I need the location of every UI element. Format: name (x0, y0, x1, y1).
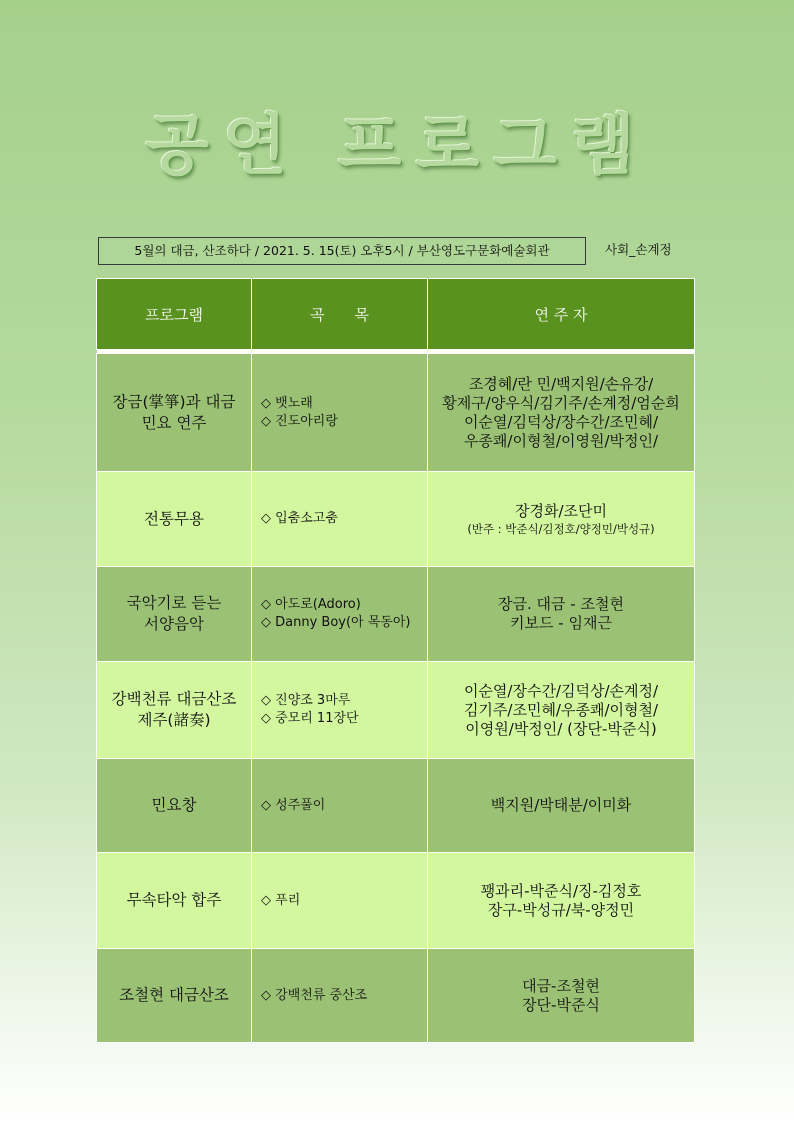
program-cell (97, 949, 252, 1043)
performers-cell-line: 키보드 - 임재근 (510, 614, 612, 632)
host-label: 사회_손계정 (605, 242, 672, 257)
songs-cell-line: ◇ 중모리 11장단 (261, 711, 359, 726)
performers-cell-line: 장구-박성규/북-양정민 (487, 900, 635, 919)
songs-cell-line: ◇ 성주풀이 (261, 797, 326, 813)
songs-cell (252, 354, 428, 472)
performers-cell (428, 662, 695, 759)
table-row (97, 662, 695, 759)
songs-cell-line: ◇ 뱃노래 (261, 395, 313, 411)
songs-cell (252, 853, 428, 949)
songs-cell (252, 759, 428, 853)
performers-cell (428, 567, 695, 662)
table-row (97, 949, 695, 1043)
program-cell-line: 서양음악 (144, 615, 204, 633)
songs-cell-line: ◇ 강백천류 중산조 (261, 987, 368, 1003)
performers-cell (428, 949, 695, 1043)
performers-cell (428, 354, 695, 472)
program-cell (97, 472, 252, 567)
table-row (97, 853, 695, 949)
performers-cell-line: 이순열/김덕상/장수간/조민혜/ (463, 412, 659, 431)
performers-cell-line: 장경화/조단미 (515, 501, 607, 520)
program-cell-line: 국악기로 듣는 (126, 594, 222, 612)
table-row (97, 567, 695, 662)
program-cell (97, 567, 252, 662)
performers-cell-line: 이순열/장수간/김덕상/손계정/ (463, 681, 659, 700)
songs-cell-line: ◇ 아도로(Adoro) (261, 597, 361, 612)
performers-cell-line: 대금-조철현 (522, 976, 600, 995)
performers-cell-line: 백지원/박태분/이미화 (490, 796, 632, 814)
program-cell-line: 장금(掌箏)과 대금 (112, 392, 236, 411)
program-cell-line: 제주(諸奏) (137, 711, 211, 729)
program-cell-line: 무속타악 합주 (126, 891, 222, 909)
performers-cell-line: 장금. 대금 - 조철현 (498, 595, 624, 613)
table-row (97, 472, 695, 567)
songs-cell-line: ◇ 푸리 (261, 892, 301, 908)
program-cell (97, 853, 252, 949)
accompaniment-note: (반주 : 박준식/김정호/양정민/박성규) (467, 521, 655, 536)
performers-cell-line: 김기주/조민혜/우종쾌/이형철/ (463, 700, 659, 719)
table-header-row (97, 279, 695, 350)
songs-cell-line: ◇ 진양조 3마루 (261, 693, 351, 708)
songs-cell-line: ◇ 진도아리랑 (261, 413, 338, 429)
songs-cell (252, 472, 428, 567)
performers-cell-line: 이영원/박정인/ (장단-박준식) (465, 719, 657, 738)
program-cell-line: 강백천류 대금산조 (111, 690, 237, 708)
table-row (97, 354, 695, 472)
songs-cell (252, 949, 428, 1043)
header-songs: 곡 목 (252, 279, 428, 350)
songs-cell (252, 662, 428, 759)
program-cell-line: 전통무용 (144, 509, 204, 528)
program-cell (97, 759, 252, 853)
songs-cell (252, 567, 428, 662)
program-cell-line: 조철현 대금산조 (119, 986, 229, 1004)
header-performers: 연 주 자 (428, 279, 695, 350)
performers-cell-line: 황제구/양우식/김기주/손계정/엄순희 (442, 393, 680, 412)
concert-info: 5월의 대금, 산조하다 / 2021. 5. 15(토) 오후5시 / 부산영도구문화예술회관 (98, 237, 586, 265)
performers-cell-line: 우종쾌/이형철/이영원/박정인/ (463, 431, 659, 450)
performers-cell (428, 472, 695, 567)
program-cell-line: 민요창 (151, 796, 197, 814)
performers-cell-line: 장단-박준식 (522, 995, 600, 1014)
header-program: 프로그램 (97, 279, 252, 350)
program-cell (97, 354, 252, 472)
program-cell-line: 민요 연주 (141, 413, 207, 432)
songs-cell-line: ◇ Danny Boy(아 목동아) (261, 615, 411, 630)
performers-cell-line: 조경혜/란 민/백지원/손유강/ (468, 374, 654, 393)
page-title: 공연 프로그램 (145, 107, 649, 184)
performers-cell (428, 759, 695, 853)
program-cell (97, 662, 252, 759)
program-table (96, 278, 695, 1043)
songs-cell-line: ◇ 입춤소고춤 (261, 511, 338, 526)
table-row (97, 759, 695, 853)
performers-cell (428, 853, 695, 949)
performers-cell-line: 꽹과리-박준식/징-김정호 (480, 881, 642, 900)
